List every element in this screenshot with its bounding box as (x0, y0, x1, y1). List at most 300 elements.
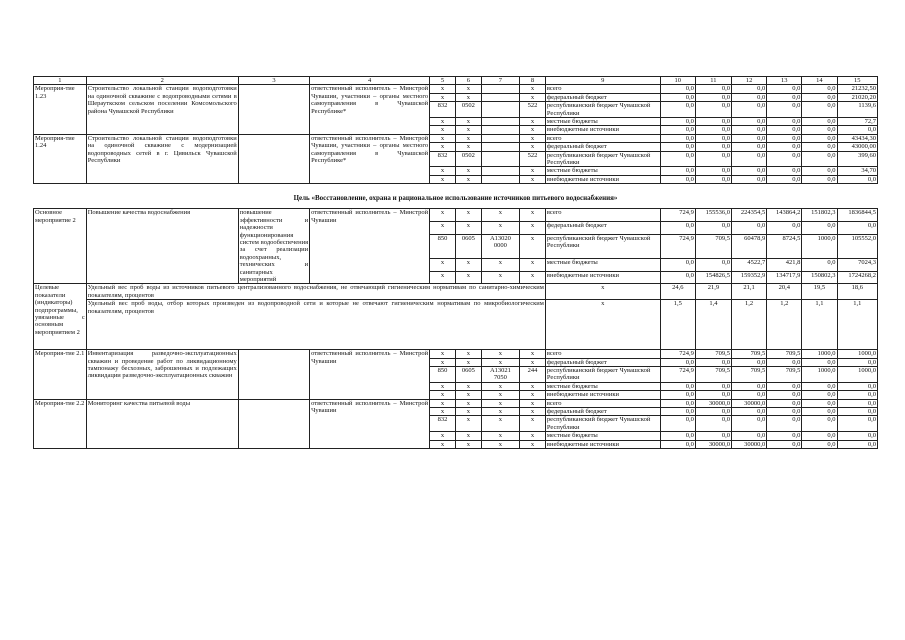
code-cell: x (481, 399, 519, 407)
activity-name: Мероприя-тие 1.24 (34, 134, 87, 183)
amount-cell: 0,0 (660, 271, 695, 284)
code-cell: x (455, 382, 481, 390)
activity-goal (238, 399, 309, 448)
indicator-value: 1,1 (802, 300, 837, 350)
code-cell: x (520, 222, 546, 235)
amount-cell: 0,0 (695, 143, 731, 151)
amount-cell: 0,0 (732, 134, 767, 142)
code-cell: x (430, 209, 456, 222)
code-cell: x (481, 382, 519, 390)
amount-cell: 0,0 (767, 167, 802, 175)
amount-cell: 0,0 (837, 358, 878, 366)
amount-cell: 0,0 (802, 118, 837, 126)
funding-source: республиканский бюджет Чувашской Республики (545, 366, 660, 382)
code-cell: 832 (430, 151, 456, 167)
amount-cell: 7024,3 (837, 258, 878, 271)
code-cell: x (520, 126, 546, 134)
code-cell (481, 118, 519, 126)
amount-cell: 0,0 (695, 382, 731, 390)
code-cell: x (481, 209, 519, 222)
goal-title: Цель «Восстановление, охрана и рациональное использование источников питьевого водоснабжения» (293, 193, 618, 202)
code-cell: x (455, 408, 481, 416)
amount-cell: 224354,5 (732, 209, 767, 222)
amount-cell: 1000,0 (802, 366, 837, 382)
amount-cell: 4522,7 (732, 258, 767, 271)
amount-cell: 0,0 (660, 102, 695, 118)
code-cell: 850 (430, 366, 456, 382)
indicator-row (34, 300, 878, 350)
amount-cell: 709,5 (767, 350, 802, 358)
indicator-value: 21,1 (732, 284, 767, 300)
amount-cell: 0,0 (695, 126, 731, 134)
code-cell: x (481, 222, 519, 235)
amount-cell: 0,0 (732, 167, 767, 175)
amount-cell: 0,0 (695, 222, 731, 235)
amount-cell: 0,0 (660, 222, 695, 235)
indicator-value: 1,2 (732, 300, 767, 350)
amount-cell: 0,0 (732, 391, 767, 399)
funding-source: всего (545, 350, 660, 358)
code-cell (481, 126, 519, 134)
code-cell: 850 (430, 234, 456, 258)
table-row (34, 209, 878, 222)
amount-cell: 30000,0 (695, 399, 731, 407)
amount-cell: 43000,00 (837, 143, 878, 151)
amount-cell: 724,9 (660, 350, 695, 358)
indicators-label: Целевые показатели (индикаторы) подпрограммы, увязанные с основным мероприятием 2 (34, 284, 87, 350)
indicator-value: 19,5 (802, 284, 837, 300)
code-cell (481, 167, 519, 175)
amount-cell: 0,0 (695, 416, 731, 432)
amount-cell: 0,0 (837, 399, 878, 407)
column-header: 10 (660, 77, 695, 85)
column-header: 4 (310, 77, 430, 85)
amount-cell: 0,0 (660, 93, 695, 101)
code-cell: x (430, 391, 456, 399)
funding-source: республиканский бюджет Чувашской Республики (545, 234, 660, 258)
amount-cell: 0,0 (767, 399, 802, 407)
amount-cell: 0,0 (695, 118, 731, 126)
column-header: 13 (767, 77, 802, 85)
amount-cell: 0,0 (837, 222, 878, 235)
amount-cell: 0,0 (732, 118, 767, 126)
amount-cell: 0,0 (660, 432, 695, 440)
code-cell (481, 93, 519, 101)
code-cell: x (430, 175, 456, 183)
amount-cell: 0,0 (767, 93, 802, 101)
amount-cell: 0,0 (732, 126, 767, 134)
code-cell: x (520, 432, 546, 440)
column-header: 7 (481, 77, 519, 85)
funding-source: местные бюджеты (545, 432, 660, 440)
amount-cell: 0,0 (695, 167, 731, 175)
indicator-value: 1,2 (767, 300, 802, 350)
code-cell: x (455, 391, 481, 399)
code-cell: 832 (430, 416, 456, 432)
amount-cell: 0,0 (802, 167, 837, 175)
amount-cell: 34,70 (837, 167, 878, 175)
code-cell: x (430, 134, 456, 142)
code-cell (481, 134, 519, 142)
code-cell: x (481, 258, 519, 271)
amount-cell: 709,5 (767, 366, 802, 382)
amount-cell: 0,0 (767, 408, 802, 416)
activity-name: Мероприя-тие 2.1 (34, 350, 87, 399)
amount-cell: 0,0 (660, 167, 695, 175)
amount-cell: 0,0 (802, 382, 837, 390)
amount-cell: 0,0 (732, 85, 767, 93)
amount-cell: 0,0 (660, 175, 695, 183)
code-cell: x (430, 399, 456, 407)
amount-cell: 0,0 (837, 126, 878, 134)
column-header-row (34, 77, 878, 85)
code-cell: x (455, 432, 481, 440)
activity-name: Основное мероприятие 2 (34, 209, 87, 284)
code-cell: x (481, 432, 519, 440)
funding-source: внебюджетные источники (545, 175, 660, 183)
amount-cell: 0,0 (660, 416, 695, 432)
code-cell: x (430, 432, 456, 440)
funding-source: местные бюджеты (545, 118, 660, 126)
table-row (34, 399, 878, 407)
amount-cell: 0,0 (767, 143, 802, 151)
code-cell: 0605 (455, 366, 481, 382)
activity-name: Мероприя-тие 2.2 (34, 399, 87, 448)
amount-cell: 0,0 (802, 102, 837, 118)
amount-cell: 709,5 (695, 366, 731, 382)
program-table (33, 76, 878, 449)
code-cell: x (430, 408, 456, 416)
funding-source: федеральный бюджет (545, 93, 660, 101)
funding-source: республиканский бюджет Чувашской Республики (545, 102, 660, 118)
column-header: 6 (455, 77, 481, 85)
activity-executor: ответственный исполнитель – Минстрой Чувашии (310, 399, 430, 448)
code-cell: x (481, 271, 519, 284)
indicator-value: 1,4 (695, 300, 731, 350)
code-cell: x (520, 440, 546, 448)
amount-cell: 0,0 (767, 175, 802, 183)
code-cell: x (520, 258, 546, 271)
amount-cell: 0,0 (695, 151, 731, 167)
amount-cell: 143864,2 (767, 209, 802, 222)
amount-cell: 0,0 (802, 432, 837, 440)
amount-cell: 0,0 (802, 258, 837, 271)
activity-description: Строительство локальной станции водоподготовки на одиночной скважине с модернизацией водопроводных сетей в г. Цивильск Чувашской Республики (86, 134, 238, 183)
code-cell: x (520, 350, 546, 358)
code-cell (481, 175, 519, 183)
amount-cell: 0,0 (732, 382, 767, 390)
activity-executor: ответственный исполнитель – Минстрой Чувашии (310, 350, 430, 399)
amount-cell: 159352,9 (732, 271, 767, 284)
column-header: 3 (238, 77, 309, 85)
indicator-row (34, 284, 878, 300)
code-cell: x (520, 416, 546, 432)
amount-cell: 0,0 (802, 143, 837, 151)
amount-cell: 0,0 (802, 222, 837, 235)
amount-cell: 0,0 (695, 93, 731, 101)
funding-source: всего (545, 209, 660, 222)
amount-cell: 0,0 (695, 134, 731, 142)
code-cell: x (455, 350, 481, 358)
activity-executor: ответственный исполнитель – Минстрой Чувашии, участники – органы местного самоуправления в Чувашской Республике* (310, 134, 430, 183)
funding-source: всего (545, 399, 660, 407)
amount-cell: 151802,3 (802, 209, 837, 222)
code-cell: x (430, 85, 456, 93)
column-header: 9 (545, 77, 660, 85)
column-header: 1 (34, 77, 87, 85)
amount-cell: 0,0 (767, 102, 802, 118)
amount-cell: 0,0 (837, 408, 878, 416)
code-cell: x (520, 408, 546, 416)
activity-name: Мероприя-тие 1.23 (34, 85, 87, 134)
amount-cell: 1000,0 (837, 366, 878, 382)
amount-cell: 0,0 (802, 93, 837, 101)
funding-source: республиканский бюджет Чувашской Республики (545, 151, 660, 167)
amount-cell: 72,7 (837, 118, 878, 126)
code-cell: x (520, 391, 546, 399)
code-cell: x (455, 399, 481, 407)
activity-description: Строительство локальной станции водоподготовки на одиночной скважине с водопроводными сетями в Шерауткском сельском поселении Комсомольского района Чувашской Республики (86, 85, 238, 134)
indicator-mark: x (545, 300, 660, 350)
amount-cell: 0,0 (767, 151, 802, 167)
amount-cell: 0,0 (660, 440, 695, 448)
amount-cell: 1139,6 (837, 102, 878, 118)
amount-cell: 0,0 (695, 85, 731, 93)
funding-source: внебюджетные источники (545, 126, 660, 134)
code-cell: x (430, 258, 456, 271)
amount-cell: 0,0 (660, 126, 695, 134)
indicator-mark: x (545, 284, 660, 300)
amount-cell: 1000,0 (802, 234, 837, 258)
code-cell: x (430, 222, 456, 235)
amount-cell: 0,0 (837, 432, 878, 440)
code-cell: 244 (520, 366, 546, 382)
code-cell: x (430, 93, 456, 101)
code-cell: x (520, 167, 546, 175)
code-cell: x (430, 118, 456, 126)
amount-cell: 0,0 (837, 391, 878, 399)
amount-cell: 1836844,5 (837, 209, 878, 222)
amount-cell: 0,0 (695, 432, 731, 440)
funding-source: федеральный бюджет (545, 143, 660, 151)
column-header: 14 (802, 77, 837, 85)
code-cell: x (455, 134, 481, 142)
amount-cell: 0,0 (767, 85, 802, 93)
code-cell: x (455, 175, 481, 183)
amount-cell: 0,0 (767, 382, 802, 390)
indicator-value: 21,9 (695, 284, 731, 300)
amount-cell: 30000,0 (732, 440, 767, 448)
code-cell: x (430, 271, 456, 284)
amount-cell: 0,0 (660, 399, 695, 407)
amount-cell: 0,0 (660, 118, 695, 126)
amount-cell: 0,0 (802, 416, 837, 432)
funding-source: всего (545, 134, 660, 142)
indicator-value: 18,6 (837, 284, 878, 300)
code-cell: x (455, 85, 481, 93)
amount-cell: 0,0 (732, 143, 767, 151)
amount-cell: 0,0 (767, 416, 802, 432)
goal-row (34, 184, 878, 209)
code-cell: 522 (520, 102, 546, 118)
amount-cell: 0,0 (802, 175, 837, 183)
amount-cell: 134717,9 (767, 271, 802, 284)
code-cell: x (430, 358, 456, 366)
code-cell: x (520, 93, 546, 101)
amount-cell: 709,5 (732, 366, 767, 382)
amount-cell: 0,0 (802, 151, 837, 167)
code-cell: x (520, 143, 546, 151)
amount-cell: 0,0 (695, 102, 731, 118)
amount-cell: 8724,5 (767, 234, 802, 258)
amount-cell: 0,0 (802, 358, 837, 366)
amount-cell: 724,9 (660, 234, 695, 258)
activity-goal (238, 85, 309, 134)
amount-cell: 1000,0 (837, 350, 878, 358)
amount-cell: 0,0 (802, 391, 837, 399)
amount-cell: 0,0 (695, 358, 731, 366)
code-cell: A13021 7050 (481, 366, 519, 382)
code-cell: 0502 (455, 102, 481, 118)
amount-cell: 30000,0 (732, 399, 767, 407)
activity-goal (238, 350, 309, 399)
amount-cell: 0,0 (802, 134, 837, 142)
code-cell: x (455, 440, 481, 448)
amount-cell: 30000,0 (695, 440, 731, 448)
funding-source: федеральный бюджет (545, 222, 660, 235)
code-cell: x (481, 358, 519, 366)
funding-source: федеральный бюджет (545, 358, 660, 366)
amount-cell: 0,0 (732, 151, 767, 167)
amount-cell: 0,0 (660, 134, 695, 142)
code-cell: x (430, 167, 456, 175)
code-cell: x (481, 408, 519, 416)
code-cell: x (455, 93, 481, 101)
amount-cell: 0,0 (767, 391, 802, 399)
code-cell: x (430, 382, 456, 390)
amount-cell: 0,0 (732, 222, 767, 235)
indicator-value: 1,1 (837, 300, 878, 350)
activity-goal (238, 134, 309, 183)
amount-cell: 0,0 (695, 175, 731, 183)
indicator-value: 24,6 (660, 284, 695, 300)
code-cell: x (520, 382, 546, 390)
code-cell: x (455, 222, 481, 235)
amount-cell: 0,0 (660, 258, 695, 271)
code-cell: 0605 (455, 234, 481, 258)
amount-cell: 0,0 (837, 416, 878, 432)
column-header: 5 (430, 77, 456, 85)
code-cell: x (455, 271, 481, 284)
amount-cell: 0,0 (695, 391, 731, 399)
indicator-value: 1,5 (660, 300, 695, 350)
amount-cell: 0,0 (732, 408, 767, 416)
code-cell: x (520, 85, 546, 93)
code-cell: x (455, 143, 481, 151)
amount-cell: 1000,0 (802, 350, 837, 358)
code-cell: x (455, 167, 481, 175)
funding-source: внебюджетные источники (545, 391, 660, 399)
code-cell: x (455, 258, 481, 271)
column-header: 15 (837, 77, 878, 85)
code-cell: x (430, 440, 456, 448)
amount-cell: 0,0 (802, 440, 837, 448)
amount-cell: 0,0 (767, 432, 802, 440)
table-row (34, 85, 878, 93)
code-cell: x (455, 126, 481, 134)
amount-cell: 1724268,2 (837, 271, 878, 284)
code-cell (481, 102, 519, 118)
amount-cell: 0,0 (695, 408, 731, 416)
funding-source: местные бюджеты (545, 167, 660, 175)
amount-cell: 0,0 (660, 382, 695, 390)
code-cell: x (481, 440, 519, 448)
funding-source: местные бюджеты (545, 382, 660, 390)
amount-cell: 0,0 (837, 440, 878, 448)
column-header: 11 (695, 77, 731, 85)
code-cell: x (481, 416, 519, 432)
code-cell: 522 (520, 151, 546, 167)
column-header: 2 (86, 77, 238, 85)
amount-cell: 0,0 (695, 258, 731, 271)
activity-executor: ответственный исполнитель – Минстрой Чувашии, участники – органы местного самоуправления в Чувашской Республике* (310, 85, 430, 134)
code-cell: x (430, 350, 456, 358)
code-cell: x (455, 416, 481, 432)
amount-cell: 150802,3 (802, 271, 837, 284)
code-cell: 0502 (455, 151, 481, 167)
funding-source: республиканский бюджет Чувашской Республики (545, 416, 660, 432)
amount-cell: 0,0 (732, 175, 767, 183)
amount-cell: 0,0 (732, 432, 767, 440)
column-header: 8 (520, 77, 546, 85)
amount-cell: 154826,5 (695, 271, 731, 284)
code-cell: x (481, 350, 519, 358)
amount-cell: 421,8 (767, 258, 802, 271)
code-cell: x (520, 134, 546, 142)
amount-cell: 0,0 (802, 408, 837, 416)
amount-cell: 0,0 (837, 175, 878, 183)
activity-executor: ответственный исполнитель – Минстрой Чувашии (310, 209, 430, 284)
indicator-text: Удельный вес проб воды, отбор которых произведен из водопроводной сети и которые не отвечают гигиеническим нормативам по микробиологическим показателям, процентов (86, 300, 545, 350)
amount-cell: 21232,50 (837, 85, 878, 93)
code-cell: x (520, 399, 546, 407)
amount-cell: 0,0 (767, 222, 802, 235)
amount-cell: 0,0 (660, 391, 695, 399)
amount-cell: 0,0 (660, 408, 695, 416)
column-header: 12 (732, 77, 767, 85)
code-cell: x (520, 118, 546, 126)
amount-cell: 0,0 (767, 118, 802, 126)
amount-cell: 709,5 (695, 234, 731, 258)
amount-cell: 724,9 (660, 366, 695, 382)
amount-cell: 0,0 (660, 143, 695, 151)
funding-source: местные бюджеты (545, 258, 660, 271)
amount-cell: 105552,0 (837, 234, 878, 258)
activity-goal: повышение эффективности и надежности функционирования систем водообеспечения за счет реализации водоохранных, технических и санитарных мероприятий (239, 209, 309, 283)
amount-cell: 43434,30 (837, 134, 878, 142)
amount-cell: 0,0 (660, 358, 695, 366)
code-cell: x (520, 234, 546, 258)
code-cell: x (481, 391, 519, 399)
funding-source: федеральный бюджет (545, 408, 660, 416)
code-cell: 832 (430, 102, 456, 118)
funding-source: всего (545, 85, 660, 93)
amount-cell: 155536,0 (695, 209, 731, 222)
code-cell: x (520, 271, 546, 284)
amount-cell: 60478,9 (732, 234, 767, 258)
code-cell: A13020 0000 (481, 234, 519, 258)
code-cell (481, 151, 519, 167)
